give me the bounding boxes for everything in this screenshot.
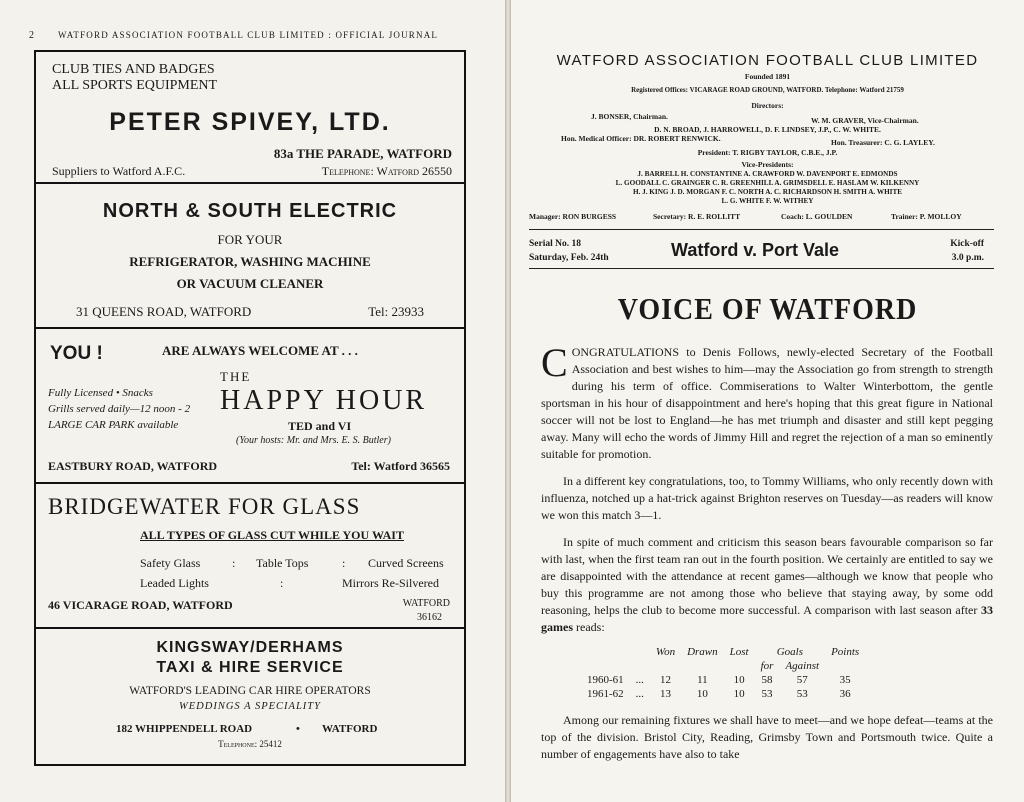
para-4: Among our remaining fixtures we shall have to meet—and we hope defeat—teams at the top of the division. Bristol City, Reading, Grimsby Town and Portsmouth twice. Quite a number of engagements have also to take: [541, 713, 993, 761]
vice-presidents-label: Vice-Presidents:: [741, 160, 794, 169]
spivey-line2: ALL SPORTS EQUIPMENT: [52, 78, 218, 93]
directors-list: D. N. BROAD, J. HARROWELL, D. F. LINDSEY, J.P., C. W. WHITE.: [654, 125, 881, 134]
ad-north-south-electric: [36, 184, 464, 329]
article-body: [541, 340, 993, 646]
glass-name: BRIDGEWATER FOR GLASS: [48, 494, 361, 519]
club-title: WATFORD ASSOCIATION FOOTBALL CLUB LIMITED: [556, 52, 979, 69]
electric-for-your: FOR YOUR: [217, 232, 283, 247]
electric-name: NORTH & SOUTH ELECTRIC: [102, 200, 398, 222]
glass-tel-num: 36162: [417, 612, 442, 623]
director-vice-chairman: W. M. GRAVER, Vice-Chairman.: [811, 116, 919, 125]
glass-table-tops: Table Tops: [256, 556, 309, 570]
happy-address: EASTBURY ROAD, WATFORD: [48, 459, 218, 473]
manager: Manager: RON BURGESS: [529, 212, 617, 221]
electric-tel: Tel: 23933: [368, 304, 424, 319]
glass-types: ALL TYPES OF GLASS CUT WHILE YOU WAIT: [140, 528, 404, 542]
taxi-address2: WATFORD: [322, 723, 378, 735]
spivey-line1: CLUB TIES AND BADGES: [52, 62, 215, 77]
hon-treasurer: Hon. Treasurer: C. G. LAYLEY.: [831, 138, 935, 147]
left-page: [0, 0, 505, 802]
glass-colon: :: [280, 576, 284, 590]
spivey-name: PETER SPIVEY, LTD.: [109, 108, 391, 136]
medical-officer: Hon. Medical Officer: DR. ROBERT RENWICK.: [561, 134, 721, 143]
happy-carpark: LARGE CAR PARK available: [48, 419, 179, 431]
taxi-tel: Telephone: 25412: [218, 739, 282, 749]
happy-you: YOU !: [50, 343, 103, 364]
kickoff-label: Kick-off: [950, 239, 984, 249]
vice-presidents-2: L. GOODALL C. GRAINGER C. R. GREENHILL A. GRIMSDELL E. HASLAM W. KILKENNY: [615, 179, 920, 187]
para-1: CONGRATULATIONS to Denis Follows, newly-elected Secretary of the Football Association and best wishes to him—may the Association go from strength to strength during his term of office. Commiserations to Walter Winterbottom, the gentle sportsman in his hour of disappointment and here's hoping that this great figure in National soccer will not be lost to England—he has met triumph and disaster and still kept pegging away. Many will echo the words of Jimmy Hill and regret the rejection of a man so eminently suitable for promotion.: [541, 340, 993, 461]
taxi-leading: WATFORD'S LEADING CAR HIRE OPERATORS: [129, 685, 371, 697]
glass-safety: Safety Glass: [140, 556, 201, 570]
running-head: WATFORD ASSOCIATION FOOTBALL CLUB LIMITED : OFFICIAL JOURNAL: [58, 30, 439, 40]
spivey-address: 83a THE PARADE, WATFORD: [273, 146, 452, 161]
registered-offices: Registered Offices: VICARAGE ROAD GROUND, WATFORD. Telephone: Watford 21759: [631, 86, 904, 94]
match-title: Watford v. Port Vale: [671, 240, 840, 260]
spivey-supplier: Suppliers to Watford A.F.C.: [52, 164, 186, 178]
electric-items2: OR VACUUM CLEANER: [176, 276, 324, 291]
happy-tel: Tel: Watford 36565: [351, 459, 450, 473]
happy-ted-vi: TED and VI: [288, 419, 352, 433]
taxi-name2: TAXI & HIRE SERVICE: [156, 659, 344, 676]
match-date: Saturday, Feb. 24th: [529, 253, 609, 263]
para-3: In spite of much comment and criticism this season bears favourable comparison so far with last, when the first team ran out in the fourth position. We certainly are entitled to say we are disappointed with the attendance at recent games—although we know that people who buy this programme are not among those who believe that staying away, by some odd reasoning, helps the club to become more successful. A comparison with last season after 33 games reads:: [541, 535, 993, 634]
para-2: In a different key congratulations, too, to Tommy Williams, who only recently down with influenza, notched up a hat-trick against Brighton reserves on Tuesday—as readers will know we won this match 3—1.: [541, 474, 993, 522]
drop-cap: C: [541, 340, 568, 385]
directors-label: Directors:: [751, 101, 784, 110]
electric-address: 31 QUEENS ROAD, WATFORD: [76, 304, 252, 319]
happy-the: THE: [220, 369, 252, 384]
electric-items1: REFRIGERATOR, WASHING MACHINE: [129, 254, 371, 269]
coach: Coach: L. GOULDEN: [781, 212, 853, 221]
comparison-table: [581, 645, 865, 701]
spivey-phone: Telephone: Watford 26550: [321, 164, 452, 178]
ad-peter-spivey: [36, 52, 464, 184]
kickoff-time: 3.0 p.m.: [951, 253, 984, 263]
table-row: 1961-62 ... 13 10 10 53 53 36: [587, 688, 851, 700]
glass-colon: :: [232, 556, 236, 570]
taxi-weddings: WEDDINGS A SPECIALITY: [179, 701, 321, 712]
president: President: T. RIGBY TAYLOR, C.B.E., J.P.: [697, 148, 838, 157]
taxi-address1: 182 WHIPPENDELL ROAD: [116, 723, 253, 735]
glass-mirrors: Mirrors Re-Silvered: [342, 576, 439, 590]
happy-welcome: ARE ALWAYS WELCOME AT . . .: [162, 343, 358, 358]
ad-happy-hour: [36, 329, 464, 484]
taxi-bullet: •: [296, 723, 300, 735]
glass-leaded: Leaded Lights: [140, 576, 209, 590]
glass-colon: :: [342, 556, 346, 570]
happy-hosts: (Your hosts: Mr. and Mrs. E. S. Butler): [236, 435, 391, 446]
right-page: [511, 0, 1024, 802]
page-number: 2: [29, 30, 34, 41]
glass-tel-label: WATFORD: [402, 598, 450, 609]
taxi-name1: KINGSWAY/DERHAMS: [156, 639, 344, 656]
table-subheader: for Against: [760, 660, 820, 672]
ad-bridgewater-glass: [36, 484, 464, 629]
secretary: Secretary: R. E. ROLLITT: [653, 212, 741, 221]
serial-number: Serial No. 18: [529, 239, 581, 249]
table-row: 1960-61 ... 12 11 10 58 57 35: [587, 674, 851, 686]
rule-top: [529, 229, 994, 230]
glass-address: 46 VICARAGE ROAD, WATFORD: [48, 598, 233, 612]
glass-curved: Curved Screens: [368, 556, 444, 570]
headline: VOICE OF WATFORD: [617, 292, 918, 327]
ad-kingsway-taxi: [36, 629, 464, 764]
vice-presidents-4: L. G. WHITE F. W. WITHEY: [721, 197, 814, 205]
vice-presidents-1: J. BARRELL H. CONSTANTINE A. CRAWFORD W. DAVENPORT E. EDMONDS: [637, 170, 898, 178]
table-header: Won Drawn Lost Goals Points: [655, 646, 860, 658]
happy-name: HAPPY HOUR: [220, 385, 428, 416]
happy-licensed: Fully Licensed • Snacks: [48, 387, 153, 399]
article-body-continued: [541, 712, 993, 773]
vice-presidents-3: H. J. KING J. D. MORGAN F. C. NORTH A. C. RICHARDSON H. SMITH A. WHITE: [632, 188, 903, 196]
trainer: Trainer: P. MOLLOY: [891, 212, 962, 221]
rule-bottom: [529, 268, 994, 269]
happy-grills: Grills served daily—12 noon - 2: [48, 403, 191, 415]
director-chairman: J. BONSER, Chairman.: [591, 112, 668, 121]
advert-box: [34, 50, 466, 766]
founded: Founded 1891: [744, 72, 791, 81]
